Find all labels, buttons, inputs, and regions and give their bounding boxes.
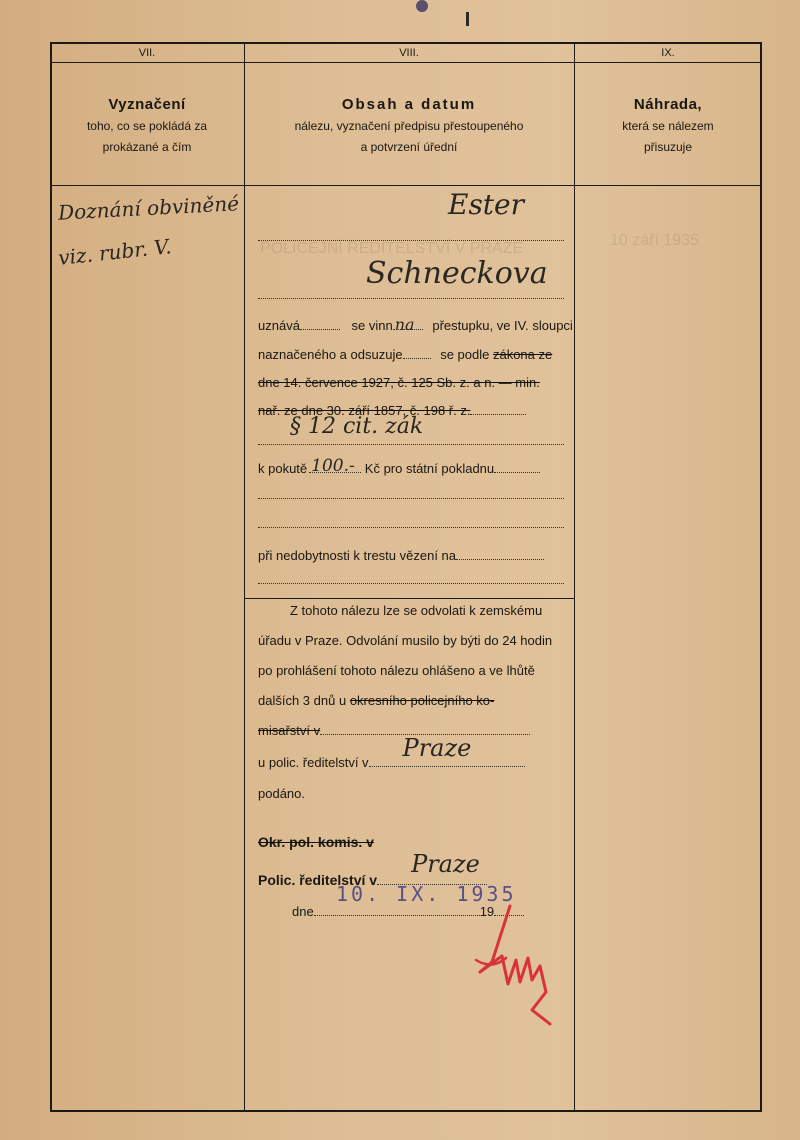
ink-mark-2 (466, 12, 469, 26)
column-ix-desc-1: která se nálezem (622, 119, 714, 133)
appeal-line-2: úřadu v Praze. Odvolání musilo by býti do 24 hodin (258, 633, 553, 648)
appeal-line-1: Z tohoto nálezu lze se odvolati k zemskému (290, 603, 543, 618)
roman-row-divider (50, 62, 762, 63)
column-viii-number: VIII. (399, 47, 419, 59)
column-vii-header (50, 94, 244, 158)
label-dne: dne (292, 904, 314, 919)
column-ix-desc-2: přisuzuje (643, 140, 693, 154)
struck-okr-pol-komis: Okr. pol. komis. v (258, 834, 374, 850)
handwritten-reference-note: viz. rubr. V. (57, 234, 173, 270)
blank-line-2 (258, 527, 564, 528)
column-vii-number: VII. (138, 47, 156, 59)
blank-city1 (369, 734, 525, 767)
blank (494, 472, 540, 473)
date-stamp: 10. IX. 1935 (336, 882, 517, 906)
struck-misarstvi: misařství v (258, 723, 321, 738)
label-kc-pro-statni-pokladnu: Kč pro státní pokladnu (364, 461, 495, 476)
blank (314, 915, 480, 916)
label-year-prefix: 19 (479, 904, 495, 919)
handwritten-confession-note: Doznání obviněné (57, 191, 240, 225)
handwritten-paragraph: § 12 cit. zák (290, 414, 424, 439)
struck-okresniho: okresního policejního ko- (349, 693, 495, 708)
column-divider-1 (244, 42, 245, 1112)
blank (470, 414, 526, 415)
blank-fine (309, 456, 361, 476)
handwritten-first-name: Ester (448, 188, 525, 221)
handwritten-gender-suffix: na (394, 315, 415, 334)
label-polic-reditelstvi-bold: Polic. ředitelství v (258, 872, 378, 888)
label-prestupku: přestupku, ve IV. sloupci (432, 318, 573, 333)
name-line-1 (258, 240, 564, 241)
appeal-line-7: podáno. (258, 786, 305, 801)
appeal-section-divider (244, 598, 574, 599)
appeal-line-4-start: dalších 3 dnů u (258, 693, 347, 708)
column-divider-2 (574, 42, 575, 1112)
paragraph-line (258, 444, 564, 445)
column-ix-header (574, 94, 762, 158)
blank (403, 358, 431, 359)
column-vii-desc-1: toho, co se pokládá za (86, 119, 208, 133)
label-k-pokute: k pokutě (258, 461, 308, 476)
struck-law-line-2: nař. ze dne 30. září 1857, č. 198 ř. z. (258, 403, 471, 418)
imprisonment-line (258, 548, 544, 564)
ghost-date-text: 10 září 1935 (610, 232, 699, 249)
appeal-line-3: po prohlášení tohoto nálezu ohlášeno a ve lhůtě (258, 663, 535, 678)
fine-line (258, 456, 540, 477)
red-signature (462, 900, 562, 1030)
column-ix-number: IX. (661, 47, 675, 59)
column-viii-header (244, 94, 574, 158)
column-viii-title: Obsah a datum (341, 96, 477, 113)
blank (300, 329, 340, 330)
label-nedobytnost: při nedobytnosti k trestu vězení na (258, 548, 457, 563)
blank-gender (393, 315, 423, 334)
verdict-line-1 (258, 315, 573, 334)
label-polic-reditelstvi: u polic. ředitelství v (258, 755, 369, 770)
ghost-stamp-text: POLICEJNÍ ŘEDITELSTVÍ V PRAZE (260, 240, 524, 257)
struck-law-line-1: dne 14. července 1927, č. 125 Sb. z. a n. — min. (258, 375, 540, 390)
blank-line-1 (258, 498, 564, 499)
label-se-podle: se podle (440, 347, 490, 362)
name-line-2 (258, 298, 564, 299)
column-vii-desc-2: prokázané a čím (102, 140, 192, 154)
ink-mark (416, 0, 428, 12)
struck-zakona-ze: zákona ze (492, 347, 553, 362)
handwritten-city-1: Praze (402, 734, 472, 762)
handwritten-city-2: Praze (411, 850, 480, 878)
column-vii-title: Vyznačení (108, 96, 186, 113)
appeal-line-5 (258, 723, 530, 739)
header-row-divider (50, 185, 762, 186)
column-viii-desc-2: a potvrzení úřední (360, 140, 458, 154)
column-viii-desc-1: nálezu, vyznačení předpisu přestoupeného (294, 119, 524, 133)
handwritten-fine-amount: 100.- (311, 456, 355, 476)
label-uznava: uznává (258, 318, 300, 333)
verdict-line-2 (258, 347, 552, 363)
column-ix-title: Náhrada, (633, 96, 703, 113)
label-se-vinn: se vinn (351, 318, 393, 333)
blank (456, 559, 544, 560)
blank-line-3 (258, 583, 564, 584)
handwritten-surname: Schneckova (366, 256, 548, 291)
appeal-line-6 (258, 734, 525, 771)
label-naznaceneho: naznačeného a odsuzuje (258, 347, 403, 362)
appeal-line-4 (258, 693, 494, 709)
